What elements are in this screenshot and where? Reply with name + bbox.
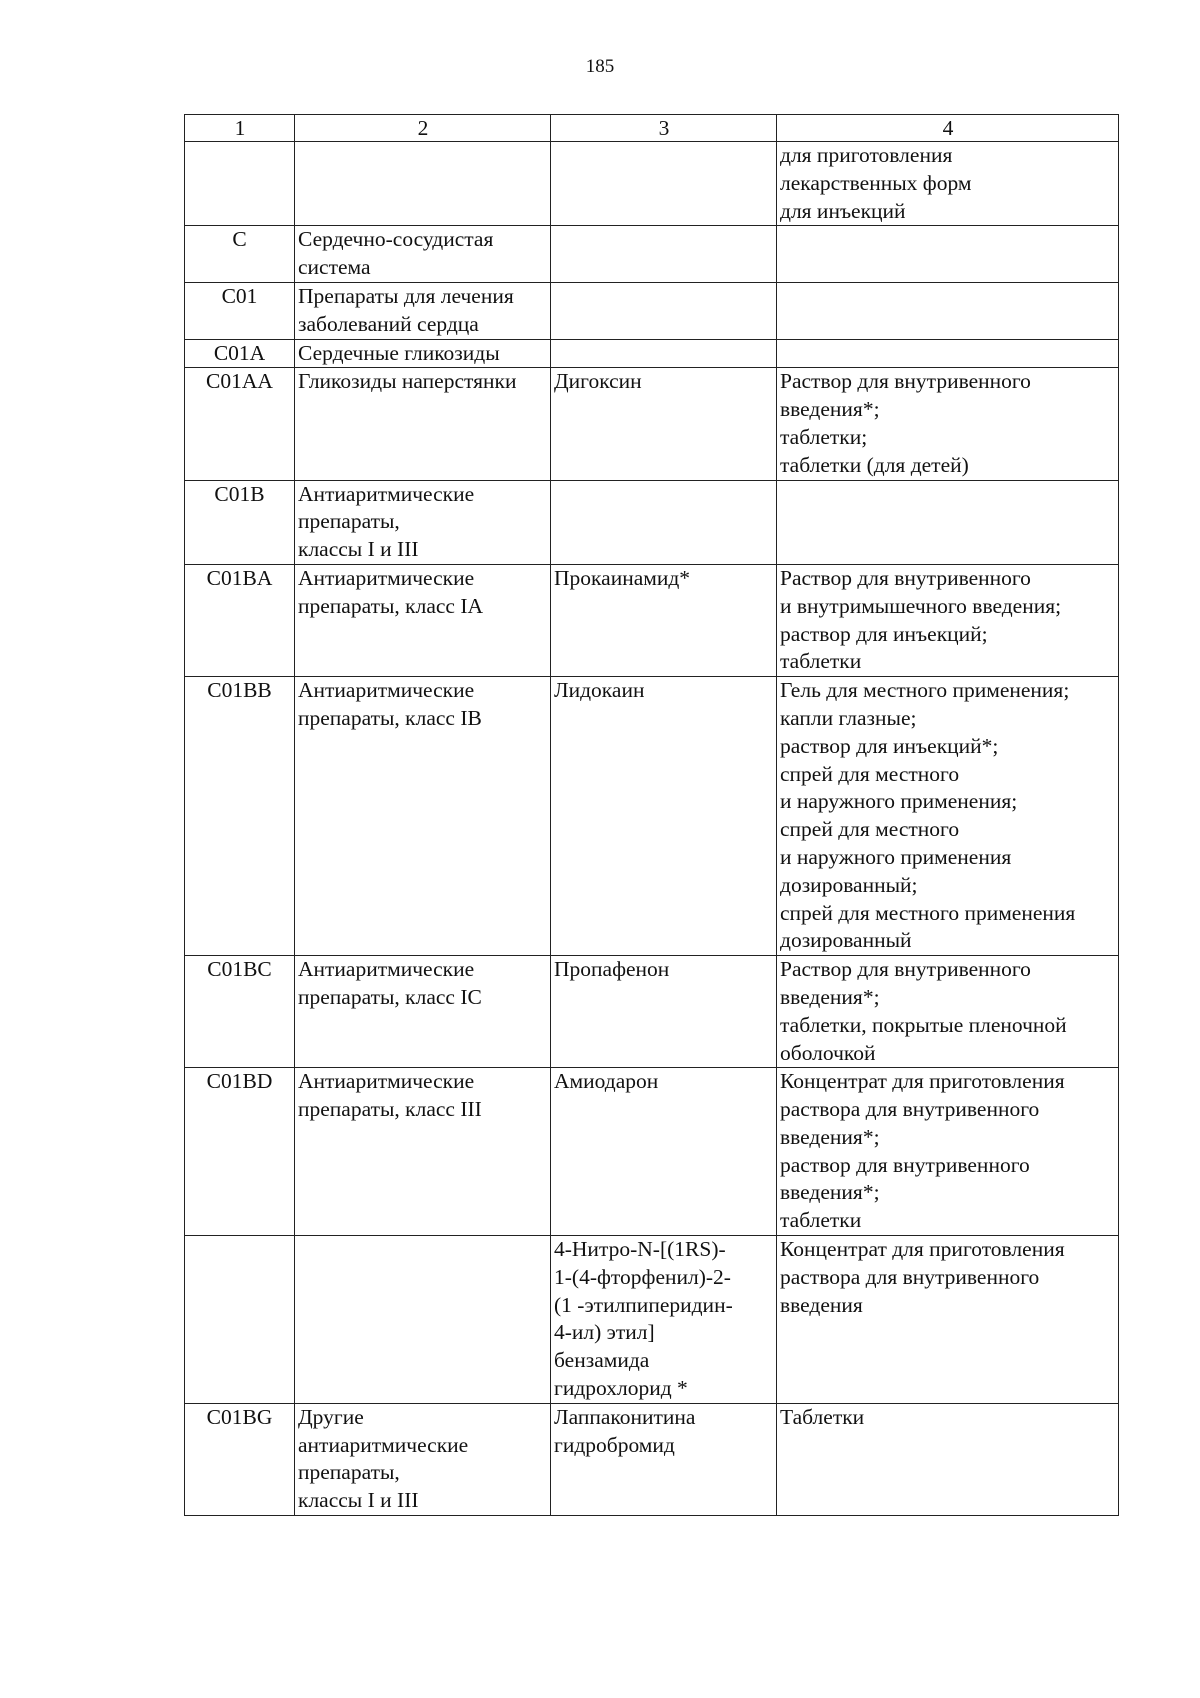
forms-cell (777, 480, 1119, 564)
drug-cell (551, 142, 777, 226)
group-cell (295, 142, 551, 226)
table-row (185, 1068, 1119, 1236)
table-header-row (185, 115, 1119, 142)
forms-cell (777, 226, 1119, 283)
table-row (185, 480, 1119, 564)
table-row (185, 226, 1119, 283)
drug-cell: Дигоксин (551, 368, 777, 480)
atc-code-cell: C01BB (185, 677, 295, 956)
drug-cell (551, 339, 777, 368)
table-row (185, 282, 1119, 339)
forms-cell: Раствор для внутривенного введения*; таблетки; таблетки (для детей) (777, 368, 1119, 480)
atc-code-cell: C01AA (185, 368, 295, 480)
forms-cell: Концентрат для приготовления раствора для внутривенного введения*; раствор для внутривенного введения*; таблетки (777, 1068, 1119, 1236)
page-number: 185 (585, 56, 615, 77)
table-row (185, 339, 1119, 368)
drug-cell: Прокаинамид* (551, 564, 777, 676)
atc-code-cell: C01 (185, 282, 295, 339)
atc-code-cell: C01A (185, 339, 295, 368)
group-cell (295, 1236, 551, 1404)
forms-cell (777, 282, 1119, 339)
table-row (185, 368, 1119, 480)
group-cell: Другие антиаритмические препараты, классы I и III (295, 1403, 551, 1515)
column-header: 1 (185, 115, 295, 142)
forms-cell: Концентрат для приготовления раствора для внутривенного введения (777, 1236, 1119, 1404)
drug-cell (551, 226, 777, 283)
drug-cell (551, 480, 777, 564)
drug-cell: Пропафенон (551, 956, 777, 1068)
drug-cell: 4-Нитро-N-[(1RS)- 1-(4-фторфенил)-2- (1 -этилпиперидин- 4-ил) этил] бензамида гидрохлорид * (551, 1236, 777, 1404)
column-header: 3 (551, 115, 777, 142)
group-cell: Сердечные гликозиды (295, 339, 551, 368)
drug-cell: Лаппаконитина гидробромид (551, 1403, 777, 1515)
column-header: 2 (295, 115, 551, 142)
table-row (185, 564, 1119, 676)
drug-table (184, 114, 1119, 1516)
group-cell: Антиаритмические препараты, класс IA (295, 564, 551, 676)
group-cell: Антиаритмические препараты, класс IB (295, 677, 551, 956)
drug-cell: Лидокаин (551, 677, 777, 956)
forms-cell: Таблетки (777, 1403, 1119, 1515)
forms-cell: Гель для местного применения; капли глазные; раствор для инъекций*; спрей для местного и наружного применения; спрей для местного и наружного применения дозированный; спрей для местного применения дозированный (777, 677, 1119, 956)
group-cell: Антиаритмические препараты, классы I и III (295, 480, 551, 564)
forms-cell: Раствор для внутривенного введения*; таблетки, покрытые пленочной оболочкой (777, 956, 1119, 1068)
atc-code-cell: C01BC (185, 956, 295, 1068)
table-row (185, 956, 1119, 1068)
atc-code-cell: C01BD (185, 1068, 295, 1236)
drug-cell: Амиодарон (551, 1068, 777, 1236)
group-cell: Антиаритмические препараты, класс IC (295, 956, 551, 1068)
forms-cell: Раствор для внутривенного и внутримышечного введения; раствор для инъекций; таблетки (777, 564, 1119, 676)
atc-code-cell (185, 1236, 295, 1404)
group-cell: Гликозиды наперстянки (295, 368, 551, 480)
forms-cell (777, 339, 1119, 368)
table-row (185, 677, 1119, 956)
atc-code-cell (185, 142, 295, 226)
group-cell: Сердечно-сосудистая система (295, 226, 551, 283)
atc-code-cell: C01B (185, 480, 295, 564)
forms-cell: для приготовления лекарственных форм для инъекций (777, 142, 1119, 226)
table-row (185, 1403, 1119, 1515)
atc-code-cell: C01BG (185, 1403, 295, 1515)
table-row (185, 1236, 1119, 1404)
atc-code-cell: C01BA (185, 564, 295, 676)
group-cell: Препараты для лечения заболеваний сердца (295, 282, 551, 339)
drug-cell (551, 282, 777, 339)
group-cell: Антиаритмические препараты, класс III (295, 1068, 551, 1236)
table-row (185, 142, 1119, 226)
column-header: 4 (777, 115, 1119, 142)
atc-code-cell: C (185, 226, 295, 283)
